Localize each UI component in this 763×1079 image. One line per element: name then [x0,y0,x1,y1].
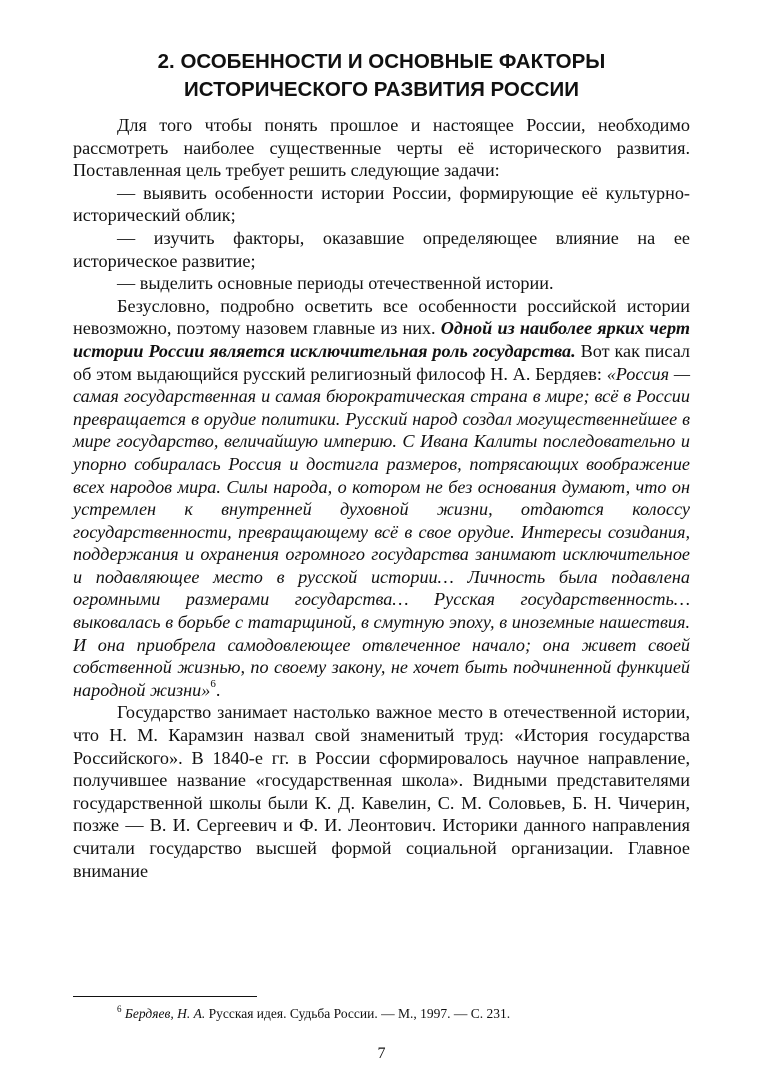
heading-line-2: ИСТОРИЧЕСКОГО РАЗВИТИЯ РОССИИ [184,78,579,101]
footnote-number: 6 [117,1003,122,1014]
page-number: 7 [377,1045,386,1062]
footnote-author: Бердяев, Н. А. [124,1006,206,1021]
paragraph-state: Государство занимает настолько важное место в отечественной истории, что Н. М. Карамзин назвал свой знаменитый труд: «История государства Российского». В 1840-е гг. в России сформировалось научное направление, получившее название «государственная школа». Видными представителями государственной школы были К. Д. Кавелин, С. М. Соловьев, Б. Н. Чичерин, позже — В. И. Сергеевич и Ф. И. Леонтович. Историки данного направления считали государство высшей формой социальной организации. Главное внимание [73,702,690,881]
paragraph-text: Безусловно, подробно осветить все особенности российской истории невозможно, поэтому назовем главные из них. [73,295,690,339]
section-heading [73,48,690,104]
footnote [117,1003,677,1022]
list-item-3: — выделить основные периоды отечественной истории. [117,273,554,294]
heading-line-1: 2. ОСОБЕННОСТИ И ОСНОВНЫЕ ФАКТОРЫ [157,50,606,73]
berdyaev-quote: «Россия — самая государственная и самая бюрократическая страна в мире; всё в России превращается в орудие политики. Русский народ создал могущественнейшее в мире государство, величайшую империю. С Ивана Калиты последовательно и упорно собиралась Россия и достигла размеров, потрясающих воображение всех народов мира. Силы народа, о котором не без основания думают, что он устремлен к внутренней духовной жизни, отдаются колоссу государственности, превращающему всё в свое орудие. Интересы созидания, поддержания и охранения огромного государства занимают исключительное и подавляющее место в русской истории… Личность была подавлена огромными размерами государства… Русская государственность… выковалась в борьбе с татарщиной, в смутную эпоху, в иноземные нашествия. И она приобрела самодовлеющее отвлеченное начало; она живет своей собственной жизнью, по своему закону, не хочет быть подчиненной функцией народной жизни» [73,363,690,700]
paragraph-text: . [215,679,221,700]
paragraph-berdyaev [73,295,690,702]
list-item-1: — выявить особенности истории России, формирующие её культурно-исторический облик; [73,182,690,226]
bold-italic-emphasis: Одной из наиболее ярких черт истории России является исключительная роль государства. [73,318,690,361]
paragraph-intro: Для того чтобы понять прошлое и настоящее России, необходимо рассмотреть наиболее существенные черты её исторического развития. Поставленная цель требует решить следующие задачи: [73,115,690,181]
paragraph-text: Вот как писал об этом выдающийся русский религиозный философ Н. А. Бердяев: [73,340,691,384]
body-text [73,114,690,882]
footnote-text: Русская идея. Судьба России. — М., 1997. — С. 231. [205,1006,511,1021]
footnote-divider [73,996,257,997]
page-content [73,48,690,882]
footnote-reference[interactable]: 6 [210,677,216,690]
list-item-2: — изучить факторы, оказавшие определяющее влияние на ее историческое развитие; [73,227,690,271]
